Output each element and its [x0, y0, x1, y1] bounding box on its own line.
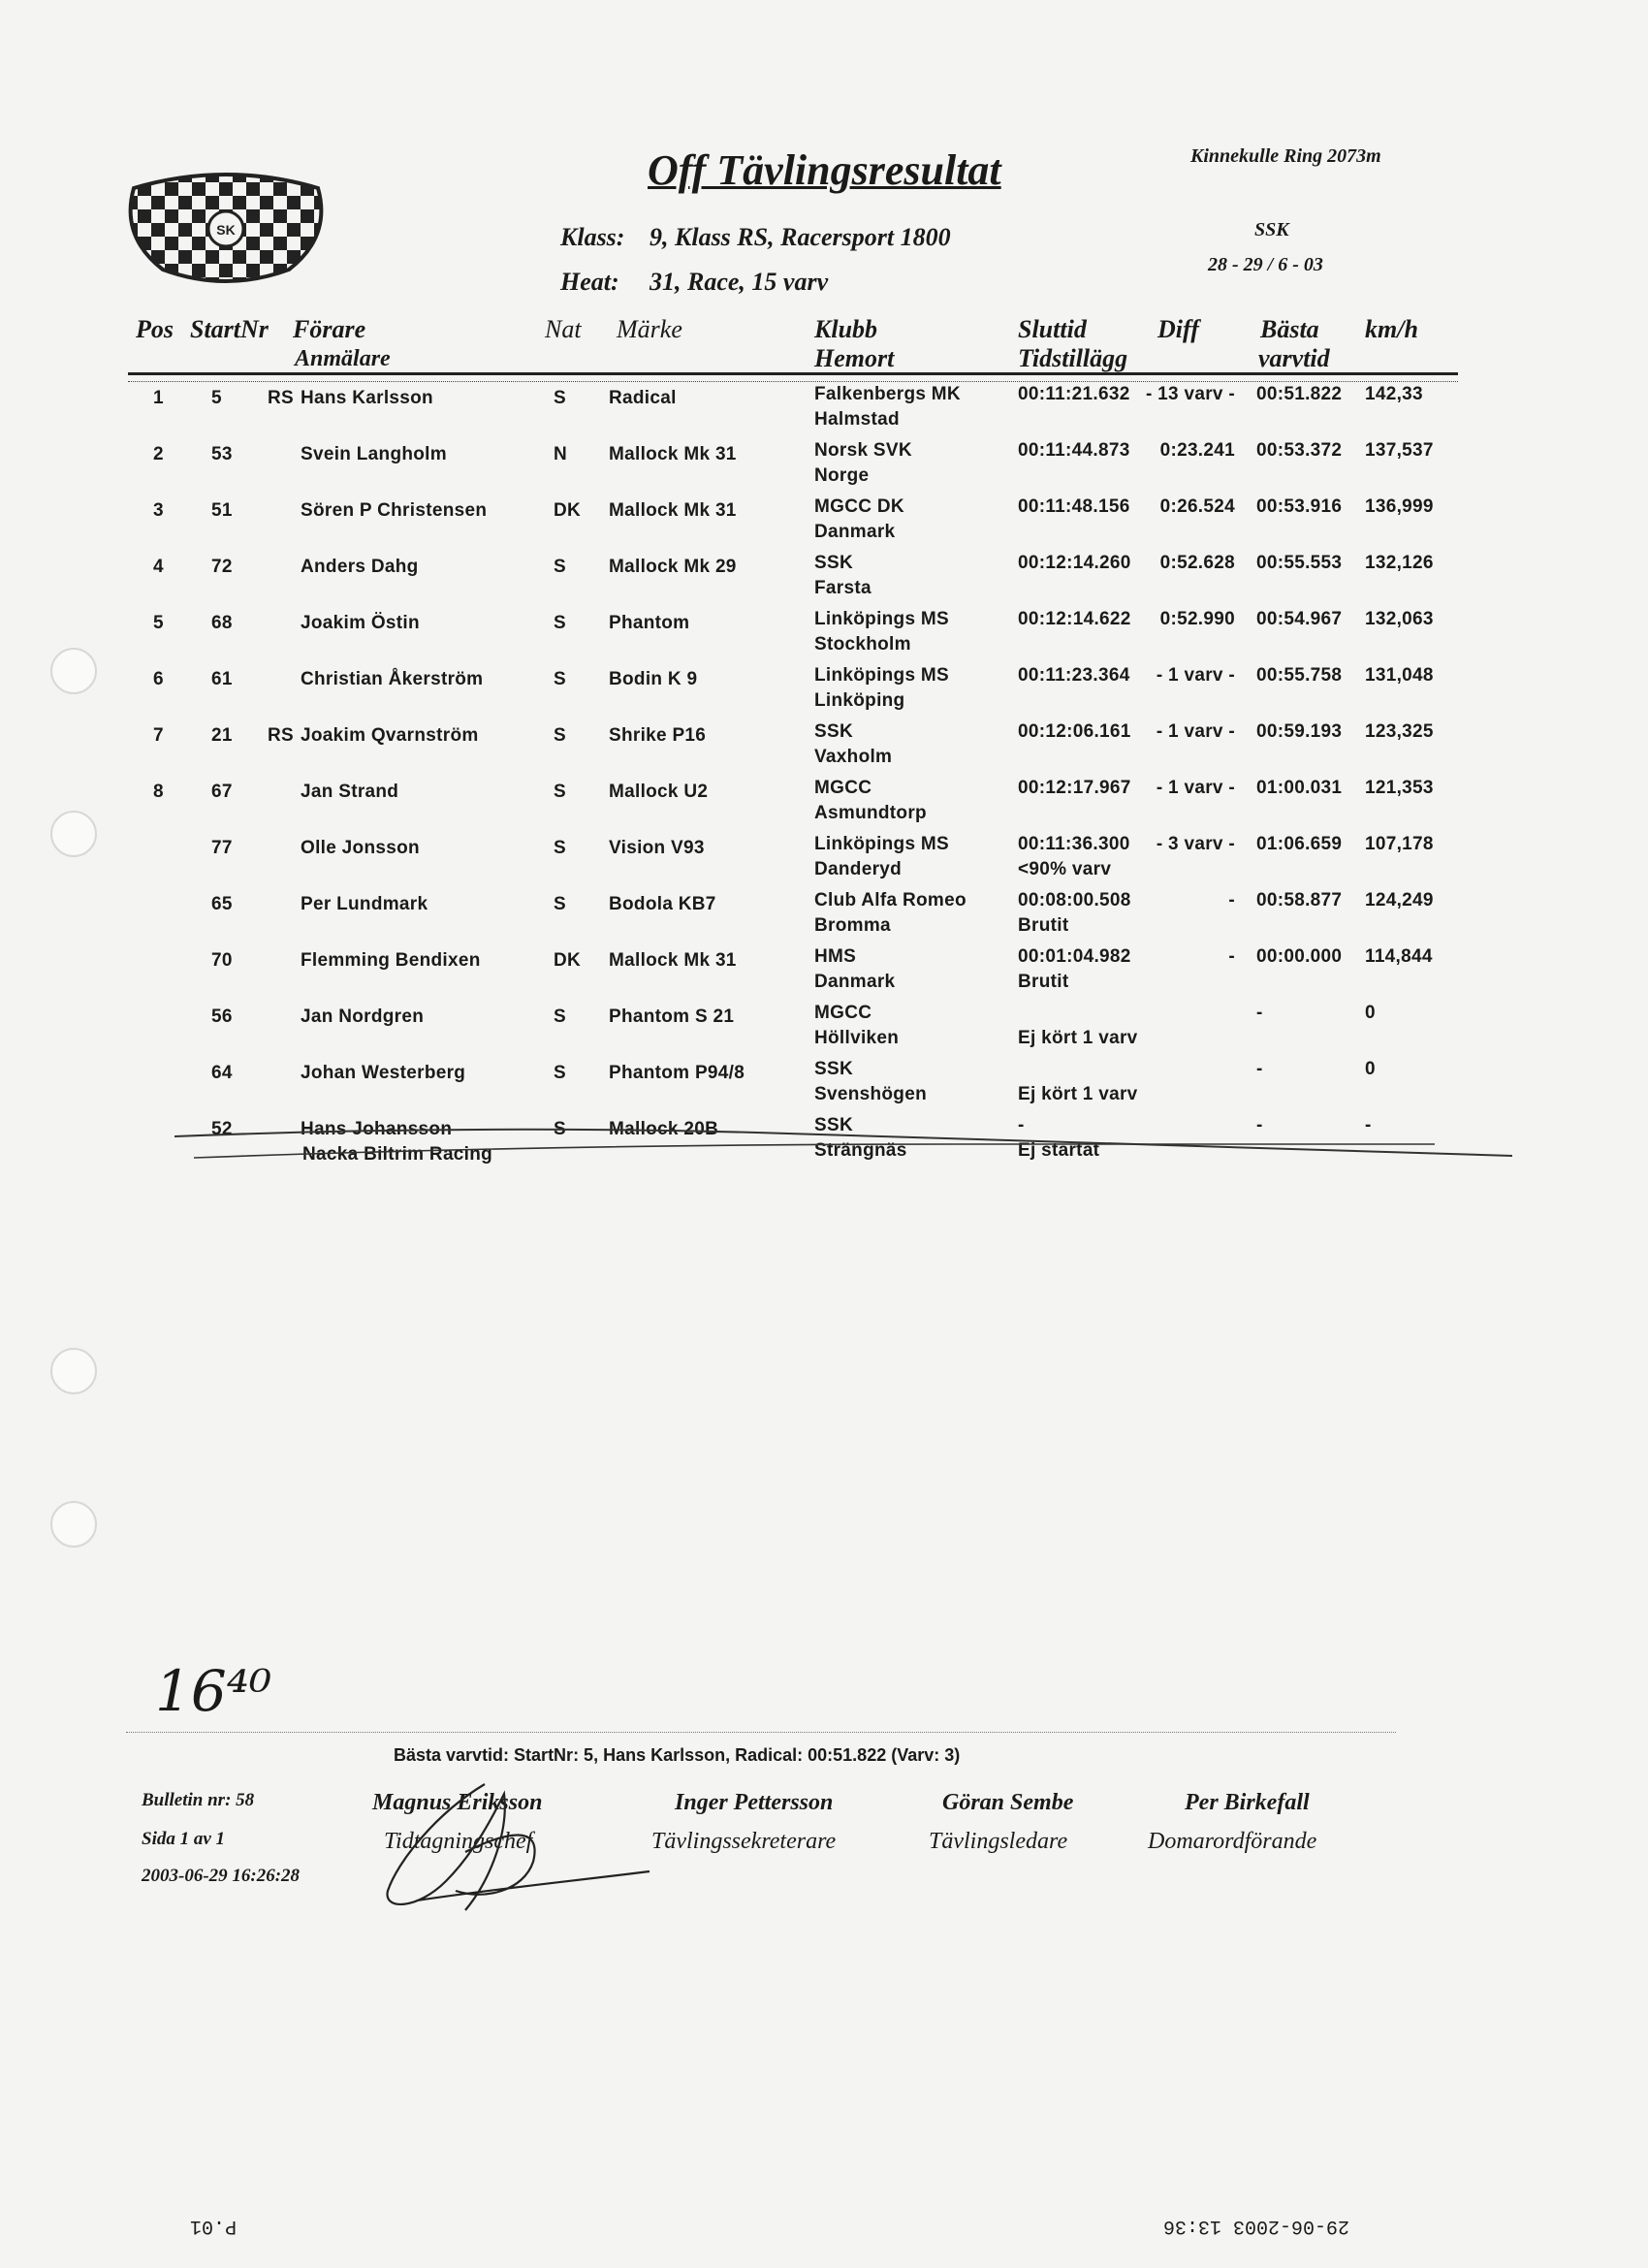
row-club: Falkenbergs MK [814, 384, 961, 404]
best-lap-summary: Bästa varvtid: StartNr: 5, Hans Karlsson, Radical: 00:51.822 (Varv: 3) [394, 1745, 961, 1765]
row-position: 3 [153, 500, 164, 521]
punch-hole [50, 1501, 97, 1548]
row-driver: Anders Dahg [301, 557, 419, 577]
fax-timestamp: 29-06-2003 13:36 [1163, 2215, 1350, 2237]
row-club: SSK [814, 553, 853, 573]
row-best-lap: 01:00.031 [1256, 778, 1343, 798]
row-finish-time: 00:12:06.161 [1018, 721, 1131, 742]
row-speed: 114,844 [1365, 946, 1433, 967]
table-row [0, 1003, 1648, 1063]
row-driver: Hans Karlsson [301, 388, 433, 408]
row-driver: Christian Åkerström [301, 669, 484, 689]
row-car-make: Bodin K 9 [609, 669, 698, 689]
row-driver: Hans Johansson [301, 1119, 453, 1139]
col-pos: Pos [136, 315, 174, 343]
col-time-note: Tidstillägg [1018, 344, 1128, 372]
row-driver: Olle Jonsson [301, 838, 420, 858]
print-timestamp: 2003-06-29 16:26:28 [142, 1866, 301, 1886]
fax-page: P.01 [190, 2215, 238, 2237]
col-time: Sluttid [1018, 315, 1087, 343]
row-start-number: 68 [211, 613, 233, 633]
row-start-number: 61 [211, 669, 233, 689]
header-separator [128, 372, 1458, 382]
row-car-make: Mallock U2 [609, 782, 709, 802]
klass-value: 9, Klass RS, Racersport 1800 [650, 223, 951, 251]
col-club: Klubb [814, 315, 878, 343]
punch-hole [50, 1348, 97, 1394]
row-best-lap: 00:00.000 [1256, 946, 1343, 967]
row-difference: - 1 varv - [1156, 721, 1235, 742]
row-finish-time: 00:12:14.260 [1018, 553, 1131, 573]
official-role: Tävlingssekreterare [651, 1829, 837, 1854]
table-row [0, 440, 1648, 500]
row-speed: 124,249 [1365, 890, 1434, 910]
col-driver: Förare [293, 315, 366, 343]
row-time-note: Ej startat [1018, 1140, 1100, 1161]
dotted-divider [126, 1732, 1396, 1733]
row-position: 5 [153, 613, 164, 633]
row-driver: Jan Strand [301, 782, 399, 802]
row-hometown: Vaxholm [814, 747, 893, 767]
row-position: 4 [153, 557, 164, 577]
row-start-number: 56 [211, 1006, 233, 1027]
row-difference: - 1 varv - [1156, 665, 1235, 686]
row-time-note: Ej kört 1 varv [1018, 1028, 1138, 1048]
col-make: Märke [617, 315, 682, 343]
row-start-number: 53 [211, 444, 233, 464]
row-nationality: S [554, 782, 566, 802]
row-club: MGCC [814, 778, 872, 798]
row-speed: 123,325 [1365, 721, 1434, 742]
row-car-make: Phantom P94/8 [609, 1063, 745, 1083]
row-driver: Joakim Östin [301, 613, 420, 633]
event-dates: 28 - 29 / 6 - 03 [1208, 254, 1323, 275]
table-row [0, 834, 1648, 894]
row-start-number: 70 [211, 950, 233, 971]
table-row [0, 946, 1648, 1006]
row-car-make: Mallock Mk 31 [609, 500, 737, 521]
row-difference: - [1228, 946, 1235, 967]
heat-label: Heat: [560, 268, 619, 296]
row-finish-time: 00:01:04.982 [1018, 946, 1131, 967]
table-row [0, 778, 1648, 838]
row-difference: - 13 varv - [1145, 384, 1235, 404]
table-row [0, 496, 1648, 557]
row-nationality: S [554, 1006, 566, 1027]
row-best-lap: 00:58.877 [1256, 890, 1343, 910]
row-difference: 0:23.241 [1159, 440, 1235, 461]
row-best-lap: 01:06.659 [1256, 834, 1343, 854]
row-time-note: Brutit [1018, 915, 1069, 936]
row-speed: 132,126 [1365, 553, 1434, 573]
row-hometown: Danmark [814, 972, 896, 992]
row-difference: 0:52.628 [1159, 553, 1235, 573]
row-difference: - 3 varv - [1156, 834, 1235, 854]
row-speed: 131,048 [1365, 665, 1434, 686]
row-club: SSK [814, 1059, 853, 1079]
row-finish-time: 00:12:14.622 [1018, 609, 1131, 629]
row-best-lap: 00:59.193 [1256, 721, 1343, 742]
svg-text:SK: SK [216, 222, 236, 238]
row-best-lap: - [1256, 1059, 1263, 1079]
row-speed: 132,063 [1365, 609, 1434, 629]
row-finish-time: 00:11:21.632 [1018, 384, 1130, 404]
row-car-make: Bodola KB7 [609, 894, 716, 914]
club-logo [124, 169, 328, 285]
row-hometown: Bromma [814, 915, 891, 936]
row-car-make: Mallock Mk 31 [609, 444, 737, 464]
row-difference: 0:26.524 [1159, 496, 1235, 517]
row-car-make: Mallock 20B [609, 1119, 719, 1139]
row-speed: 0 [1365, 1003, 1376, 1023]
row-nationality: S [554, 1119, 566, 1139]
row-nationality: S [554, 669, 566, 689]
official-name: Magnus Eriksson [372, 1790, 543, 1815]
row-hometown: Danderyd [814, 859, 903, 879]
row-hometown: Halmstad [814, 409, 900, 430]
official-name: Inger Pettersson [675, 1790, 834, 1815]
row-nationality: S [554, 894, 566, 914]
row-car-make: Vision V93 [609, 838, 705, 858]
official-name: Göran Sembe [942, 1790, 1074, 1815]
table-row [0, 890, 1648, 950]
table-row [0, 384, 1648, 444]
row-finish-time: 00:12:17.967 [1018, 778, 1131, 798]
row-speed: 0 [1365, 1059, 1376, 1079]
row-start-number: 64 [211, 1063, 233, 1083]
row-best-lap: - [1256, 1115, 1263, 1135]
row-start-number: 52 [211, 1119, 233, 1139]
col-best-2: varvtid [1258, 344, 1330, 372]
row-driver: Sören P Christensen [301, 500, 488, 521]
col-best: Bästa [1260, 315, 1319, 343]
row-position: 6 [153, 669, 164, 689]
row-club: Club Alfa Romeo [814, 890, 967, 910]
col-diff: Diff [1157, 315, 1199, 343]
row-club: MGCC [814, 1003, 872, 1023]
row-hometown: Asmundtorp [814, 803, 927, 823]
row-speed: 107,178 [1365, 834, 1434, 854]
row-time-note: Ej kört 1 varv [1018, 1084, 1138, 1104]
row-difference: - 1 varv - [1156, 778, 1235, 798]
row-club: SSK [814, 1115, 853, 1135]
handwritten-note: 16⁴⁰ [155, 1658, 272, 1724]
row-club: Linköpings MS [814, 834, 950, 854]
row-finish-time: 00:11:36.300 [1018, 834, 1130, 854]
row-best-lap: 00:53.916 [1256, 496, 1343, 517]
col-startnr: StartNr [190, 315, 269, 343]
row-nationality: S [554, 838, 566, 858]
row-nationality: S [554, 613, 566, 633]
row-licence: RS [268, 725, 294, 746]
table-row [0, 609, 1648, 669]
row-nationality: S [554, 388, 566, 408]
row-hometown: Stockholm [814, 634, 911, 655]
row-nationality: DK [554, 500, 582, 521]
row-nationality: S [554, 557, 566, 577]
row-speed: 137,537 [1365, 440, 1434, 461]
row-start-number: 67 [211, 782, 233, 802]
row-club: MGCC DK [814, 496, 904, 517]
col-nat: Nat [545, 315, 582, 343]
table-row [0, 553, 1648, 613]
row-finish-time: 00:08:00.508 [1018, 890, 1131, 910]
signature [378, 1774, 669, 1920]
official-name: Per Birkefall [1185, 1790, 1310, 1815]
row-start-number: 65 [211, 894, 233, 914]
row-licence: RS [268, 388, 294, 408]
row-finish-time: 00:11:44.873 [1018, 440, 1130, 461]
row-club: SSK [814, 721, 853, 742]
row-nationality: S [554, 1063, 566, 1083]
row-difference: 0:52.990 [1159, 609, 1235, 629]
row-club: Norsk SVK [814, 440, 912, 461]
row-position: 8 [153, 782, 164, 802]
row-best-lap: - [1256, 1003, 1263, 1023]
row-car-make: Mallock Mk 31 [609, 950, 737, 971]
row-best-lap: 00:54.967 [1256, 609, 1343, 629]
heat-value: 31, Race, 15 varv [650, 268, 829, 296]
row-nationality: N [554, 444, 568, 464]
row-hometown: Danmark [814, 522, 896, 542]
row-nationality: S [554, 725, 566, 746]
row-start-number: 51 [211, 500, 233, 521]
col-home: Hemort [814, 344, 895, 372]
row-finish-time: - [1018, 1115, 1025, 1135]
bulletin-number: Bulletin nr: 58 [142, 1790, 255, 1810]
row-position: 7 [153, 725, 164, 746]
row-driver: Svein Langholm [301, 444, 447, 464]
official-role: Tidtagningschef [384, 1829, 533, 1854]
row-speed: - [1365, 1115, 1372, 1135]
row-finish-time: 00:11:48.156 [1018, 496, 1130, 517]
row-time-note: Brutit [1018, 972, 1069, 992]
col-kmh: km/h [1365, 315, 1418, 343]
row-best-lap: 00:55.553 [1256, 553, 1343, 573]
document-title: Off Tävlingsresultat [648, 146, 1001, 194]
page-indicator: Sida 1 av 1 [142, 1829, 226, 1849]
row-hometown: Svenshögen [814, 1084, 927, 1104]
row-nationality: DK [554, 950, 582, 971]
organizer: SSK [1254, 219, 1289, 240]
row-hometown: Norge [814, 465, 870, 486]
row-car-make: Phantom [609, 613, 690, 633]
strike-through-line [174, 1123, 1512, 1171]
row-best-lap: 00:51.822 [1256, 384, 1343, 404]
row-club: Linköpings MS [814, 609, 950, 629]
table-row [0, 721, 1648, 782]
row-time-note: <90% varv [1018, 859, 1112, 879]
row-speed: 142,33 [1365, 384, 1423, 404]
track-name: Kinnekulle Ring 2073m [1190, 145, 1381, 167]
official-role: Tävlingsledare [929, 1829, 1068, 1854]
row-position: 1 [153, 388, 164, 408]
row-hometown: Höllviken [814, 1028, 900, 1048]
row-club: HMS [814, 946, 857, 967]
table-row [0, 665, 1648, 725]
row-position: 2 [153, 444, 164, 464]
row-driver: Per Lundmark [301, 894, 428, 914]
row-entrant: Nacka Biltrim Racing [302, 1144, 493, 1165]
klass-label: Klass: [560, 223, 625, 251]
row-speed: 136,999 [1365, 496, 1434, 517]
row-hometown: Linköping [814, 690, 905, 711]
row-car-make: Mallock Mk 29 [609, 557, 737, 577]
row-driver: Joakim Qvarnström [301, 725, 479, 746]
row-car-make: Radical [609, 388, 677, 408]
row-difference: - [1228, 890, 1235, 910]
col-entrant: Anmälare [295, 346, 391, 371]
row-hometown: Strängnäs [814, 1140, 907, 1161]
row-hometown: Farsta [814, 578, 872, 598]
row-driver: Jan Nordgren [301, 1006, 425, 1027]
row-start-number: 77 [211, 838, 233, 858]
row-start-number: 5 [211, 388, 222, 408]
row-best-lap: 00:53.372 [1256, 440, 1343, 461]
row-driver: Johan Westerberg [301, 1063, 466, 1083]
row-finish-time: 00:11:23.364 [1018, 665, 1130, 686]
row-best-lap: 00:55.758 [1256, 665, 1343, 686]
row-start-number: 72 [211, 557, 233, 577]
table-row [0, 1059, 1648, 1119]
row-start-number: 21 [211, 725, 233, 746]
row-club: Linköpings MS [814, 665, 950, 686]
official-role: Domarordförande [1148, 1829, 1317, 1854]
row-car-make: Shrike P16 [609, 725, 707, 746]
row-car-make: Phantom S 21 [609, 1006, 735, 1027]
row-speed: 121,353 [1365, 778, 1434, 798]
row-driver: Flemming Bendixen [301, 950, 481, 971]
